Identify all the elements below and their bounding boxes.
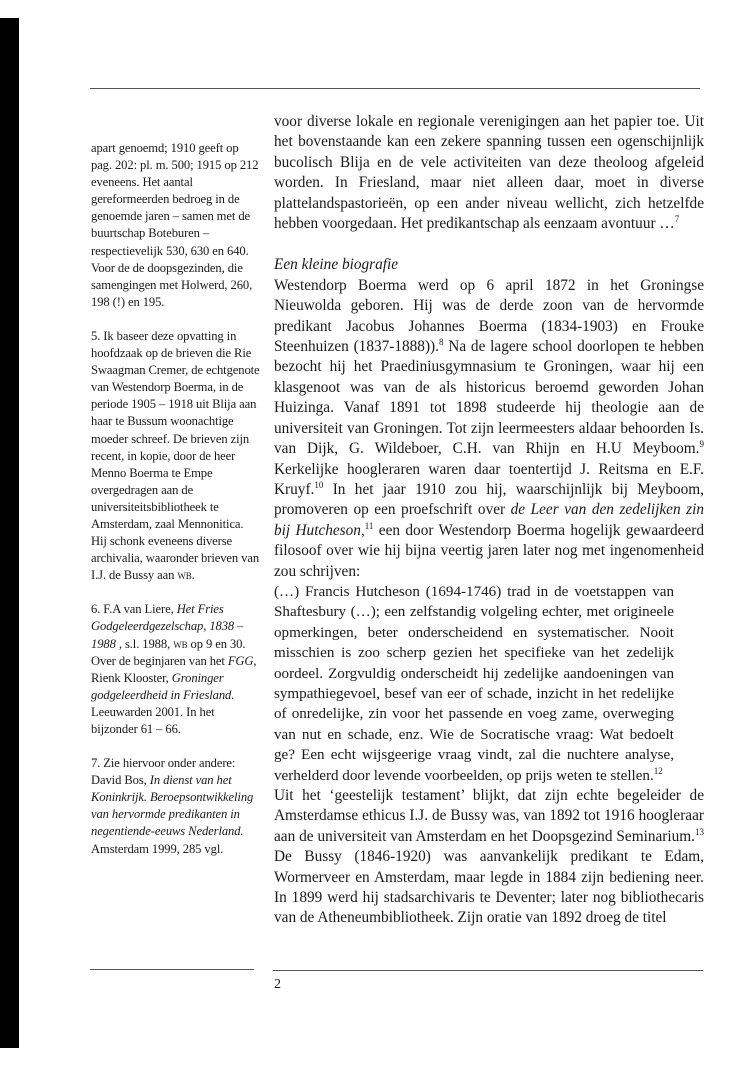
footnotes-sidebar [91,140,261,875]
footnote-6: 6. F.A van Liere, Het Fries Godgeleerdgezelschap, 1838 – 1988 , s.l. 1988, wb op 9 en 30. Over de beginjaren van het FGG, Rienk Klooster, Groninger godgeleerdheid in Friesland. Leeuwarden 2001. In het bijzonder 61 – 66. [91,602,257,736]
page-number: 2 [274,977,281,992]
paragraph-1: voor diverse lokale en regionale verenigingen aan het papier toe. Uit het bovenstaande kan een zekere spanning tussen een ogenschijnlijk bucolisch Blija en de vele activiteiten van deze theoloog afgeleid worden. In Friesland, maar niet alleen daar, moet in diverse plattelandspastorieën, op een ander niveau wellicht, zich hetzelfde hebben voorgedaan. Het predikantschap als eenzaam avontuur …$^7$ [274,113,704,233]
main-bottom-rule [273,970,703,971]
paragraph-3: Uit het ‘geestelijk testament’ blijkt, dat zijn echte begeleider de Amsterdamse ethicus I.J. de Bussy was, van 1892 tot 1916 hoogleraar aan de universiteit van Amsterdam en het Doopsgezind Seminarium.$^{13}$ De Bussy (1846-1920) was aanvankelijk predikant te Edam, Wormerveer en Amsterdam, maar legde in 1884 zijn bediening neer. In 1899 werd hij stadsarchivaris te Deventer; later nog bibliothecaris van de Atheneumbibliotheek. Zijn oratie van 1892 droeg de titel [274,787,704,927]
footnote-5: 5. Ik baseer deze opvatting in hoofdzaak op de brieven die Rie Swaagman Cremer, de echtgenote van Westendorp Boerma, in de periode 1905 – 1918 uit Blija aan haar te Bussum woonachtige moeder schreef. De brieven zijn recent, in kopie, door de heer Menno Boerma te Empe overgedragen aan de universiteitsbibliotheek te Amsterdam, zaal Mennonitica. Hij schonk eveneens diverse archivalia, waaronder brieven van I.J. de Bussy aan wb. [91,328,260,583]
footnote-7: 7. Zie hiervoor onder andere: David Bos, In dienst van het Koninkrijk. Beroepsontwikkeling van hervormde predikanten in negentiende-eeuws Nederland. Amsterdam 1999, 285 vgl. [91,756,254,856]
section-heading: Een kleine biografie [274,256,399,274]
paragraph-2: Westendorp Boerma werd op 6 april 1872 in het Groningse Nieuwolda geboren. Hij was de derde zoon van de hervormde predikant Jacobus Johannes Boerma (1834-1903) en Frouke Steenhuizen (1837-1888)).$^8$ Na de lagere school doorlopen te hebben bezocht hij het Praediniusgymnasium te Groningen, waar hij een klasgenoot was van de als historicus beroemd geworden Johan Huizinga. Vanaf 1891 tot 1898 studeerde hij theologie aan de universiteit van Groningen. Tot zijn leermeesters aldaar behoorden Is. van Dijk, G. Wildeboer, C.H. van Rhijn en H.U Meyboom.$^9$ Kerkelijke hoogleraren waren daar toentertijd J. Reitsma en E.F. Kruyf.$^{10}$ In het jaar 1910 zou hij, waarschijnlijk bij Meyboom, promoveren op een proefschrift over de Leer van den zedelijken zin bij Hutcheson,$^{11}$ een door Westendorp Boerma hogelijk gewaardeerd filosoof over wie hij bijna veertig jaren later nog met ingenomenheid zou schrijven: [274,276,704,580]
sidebar-bottom-rule [90,969,254,970]
block-quote: (…) Francis Hutcheson (1694-1746) trad in de voetstappen van Shaftesbury (…); een zelfstandig volgeling echter, met origineele opmerkingen, beter onderscheidend en systematischer. Nooit misschien is zoo scherp gezien het specifieke van het zedelijk oordeel. Zorgvuldig onderscheidt hij zedelijke aandoeningen van sympathiegevoel, besef van eer of schade, inzicht in het redelijke of onredelijke, zin voor het passende en voeg zame, overweging van nut en schade, enz. Wie de Socratische vraag: Wat bedoelt ge? Een echt wijsgeerige vraag vindt, zal die nuchtere analyse, verhelderd door levende voorbeelden, op prijs weten te stellen.$^{12}$ [274,583,674,784]
footnote-ref: 7 [674,213,680,224]
scan-edge-bar [0,18,19,1048]
top-rule [90,88,700,89]
footnote-ref: 9 [699,439,704,449]
footnote-ref: 8 [438,336,444,347]
footnote-ref: 11 [364,520,374,531]
main-text-column [274,112,704,929]
footnote-ref: 10 [314,479,324,490]
footnote-ref: 13 [695,826,704,837]
footnote-ref: 12 [653,765,663,776]
footnote-4-continued: apart genoemd; 1910 geeft op pag. 202: pl. m. 500; 1915 op 212 eveneens. Het aantal gereformeerden bedroeg in de genoemde jaren – samen met de buurtschap Boteburen – respectievelijk 530, 630 en 640. Voor de de doopsgezinden, die samengingen met Holwerd, 260, 198 (!) en 195. [91,141,259,309]
